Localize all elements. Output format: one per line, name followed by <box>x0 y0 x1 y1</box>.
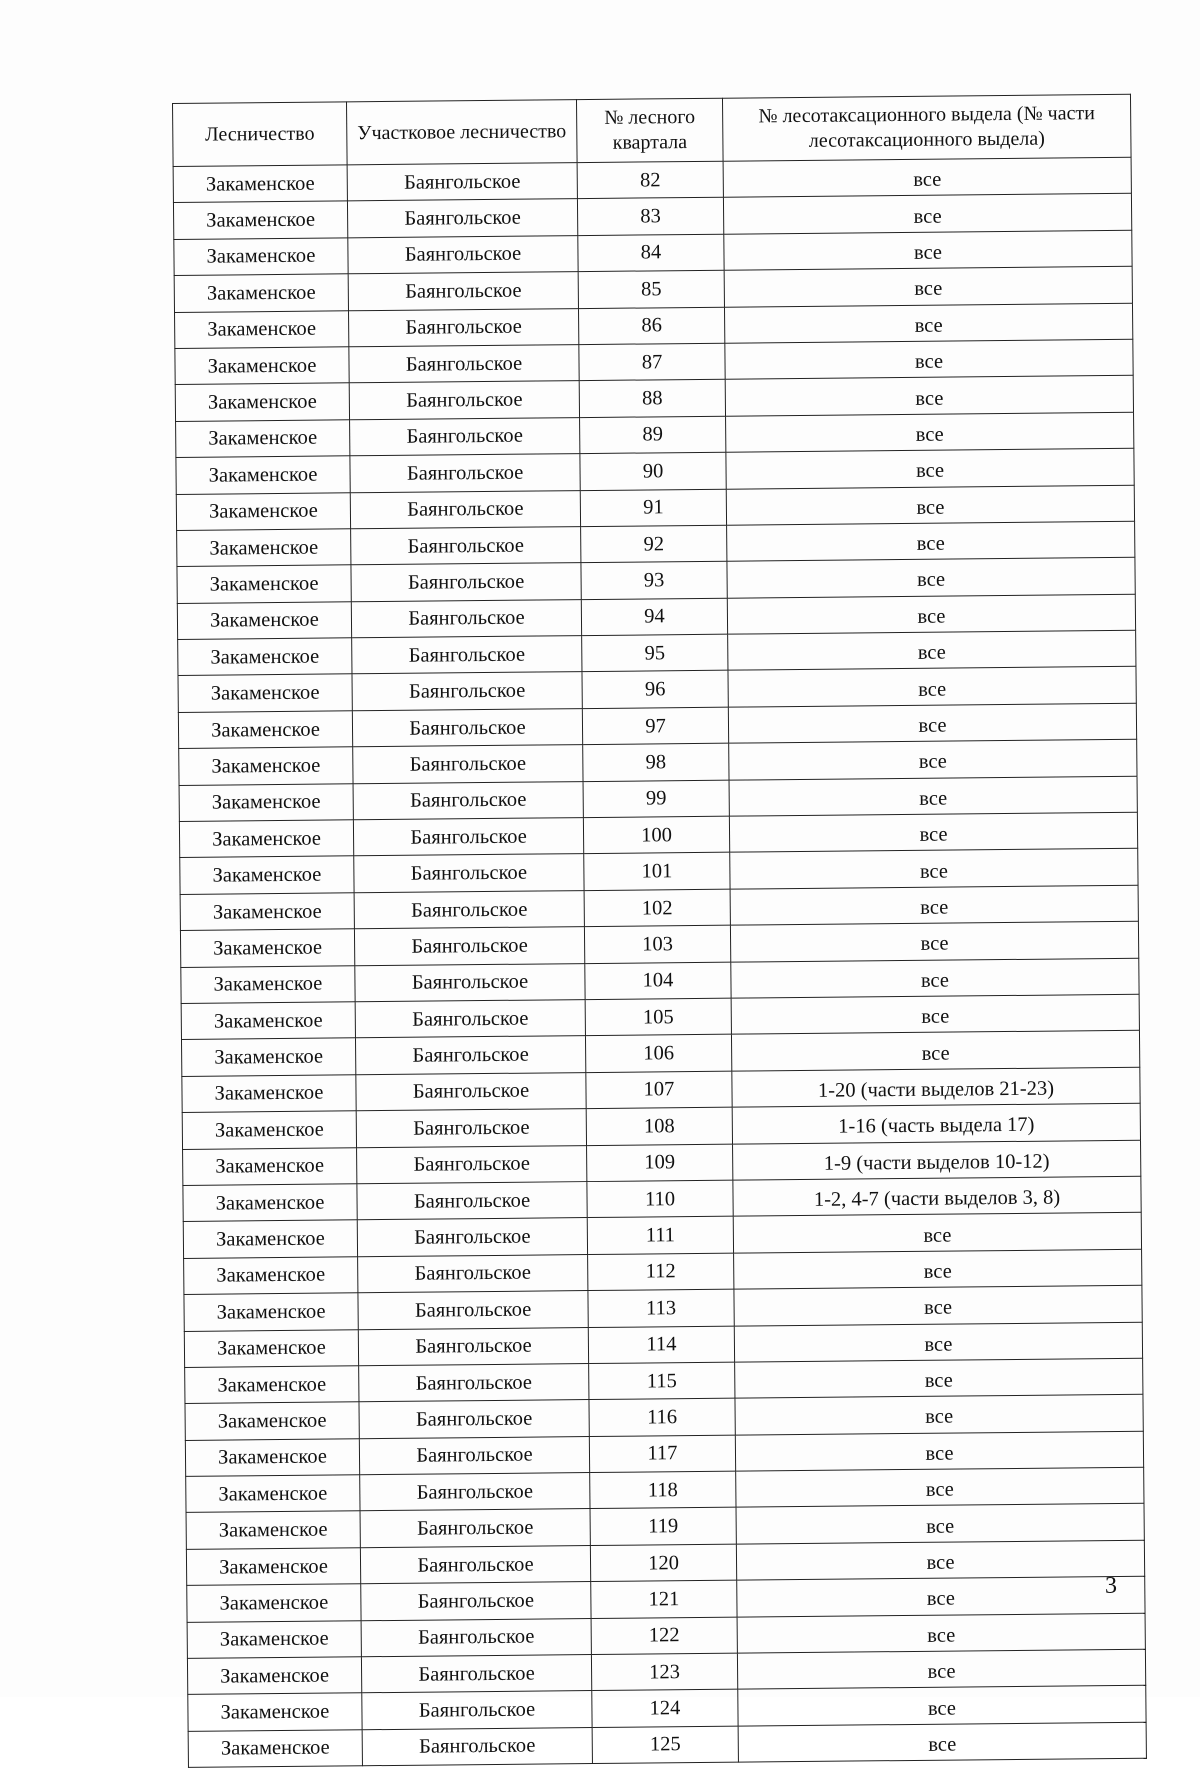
cell-forestry: Закаменское <box>179 820 353 858</box>
cell-forestry: Закаменское <box>174 274 348 312</box>
cell-district-forestry: Баянгольское <box>350 490 580 529</box>
cell-plot-number: все <box>737 1576 1145 1616</box>
cell-forestry: Закаменское <box>188 1730 362 1768</box>
cell-district-forestry: Баянгольское <box>347 163 577 202</box>
cell-forestry: Закаменское <box>185 1402 359 1440</box>
cell-plot-number: 1-2, 4-7 (части выделов 3, 8) <box>733 1176 1141 1216</box>
cell-plot-number: все <box>730 921 1138 961</box>
cell-district-forestry: Баянгольское <box>355 1000 585 1039</box>
cell-district-forestry: Баянгольское <box>359 1436 589 1475</box>
cell-quarter-number: 83 <box>577 198 723 236</box>
cell-plot-number: все <box>723 157 1131 197</box>
cell-district-forestry: Баянгольское <box>350 417 580 456</box>
cell-forestry: Закаменское <box>177 529 351 567</box>
cell-forestry: Закаменское <box>185 1366 359 1404</box>
cell-plot-number: все <box>723 194 1131 234</box>
cell-quarter-number: 112 <box>588 1253 734 1291</box>
cell-quarter-number: 101 <box>584 853 730 891</box>
cell-district-forestry: Баянгольское <box>348 272 578 311</box>
cell-plot-number: все <box>729 776 1137 816</box>
cell-district-forestry: Баянгольское <box>355 1036 585 1075</box>
cell-district-forestry: Баянгольское <box>361 1618 591 1657</box>
cell-district-forestry: Баянгольское <box>347 199 577 238</box>
cell-plot-number: все <box>735 1358 1143 1398</box>
cell-forestry: Закаменское <box>182 1075 356 1113</box>
cell-plot-number: все <box>727 521 1135 561</box>
cell-district-forestry: Баянгольское <box>354 854 584 893</box>
cell-district-forestry: Баянгольское <box>350 454 580 493</box>
cell-plot-number: все <box>731 994 1139 1034</box>
cell-district-forestry: Баянгольское <box>358 1254 588 1293</box>
cell-district-forestry: Баянгольское <box>357 1145 587 1184</box>
cell-forestry: Закаменское <box>176 420 350 458</box>
cell-forestry: Закаменское <box>173 165 347 203</box>
cell-quarter-number: 85 <box>578 270 724 308</box>
cell-plot-number: все <box>726 448 1134 488</box>
cell-forestry: Закаменское <box>178 674 352 712</box>
cell-forestry: Закаменское <box>186 1511 360 1549</box>
cell-district-forestry: Баянгольское <box>351 527 581 566</box>
cell-forestry: Закаменское <box>187 1584 361 1622</box>
cell-quarter-number: 121 <box>591 1580 737 1618</box>
cell-district-forestry: Баянгольское <box>357 1218 587 1257</box>
cell-quarter-number: 87 <box>579 343 725 381</box>
cell-forestry: Закаменское <box>175 383 349 421</box>
cell-district-forestry: Баянгольское <box>354 890 584 929</box>
cell-plot-number: все <box>738 1686 1146 1726</box>
cell-plot-number: все <box>728 667 1136 707</box>
cell-quarter-number: 115 <box>589 1362 735 1400</box>
cell-quarter-number: 95 <box>582 634 728 672</box>
cell-quarter-number: 117 <box>589 1435 735 1473</box>
cell-quarter-number: 96 <box>582 671 728 709</box>
cell-plot-number: 1-20 (части выделов 21-23) <box>732 1067 1140 1107</box>
cell-quarter-number: 84 <box>578 234 724 272</box>
cell-plot-number: все <box>733 1213 1141 1253</box>
cell-quarter-number: 109 <box>587 1144 733 1182</box>
cell-plot-number: все <box>730 849 1138 889</box>
cell-forestry: Закаменское <box>177 601 351 639</box>
cell-plot-number: все <box>731 958 1139 998</box>
cell-plot-number: все <box>735 1431 1143 1471</box>
header-district-forestry: Участковое лесничество <box>346 100 577 165</box>
cell-district-forestry: Баянгольское <box>360 1473 590 1512</box>
cell-forestry: Закаменское <box>174 238 348 276</box>
cell-district-forestry: Баянгольское <box>351 563 581 602</box>
header-quarter-number: № лесного квартала <box>576 98 723 162</box>
cell-quarter-number: 93 <box>581 561 727 599</box>
cell-district-forestry: Баянгольское <box>362 1691 592 1730</box>
table-row <box>188 1722 1146 1768</box>
cell-district-forestry: Баянгольское <box>348 308 578 347</box>
cell-quarter-number: 97 <box>582 707 728 745</box>
cell-plot-number: все <box>728 703 1136 743</box>
cell-quarter-number: 102 <box>584 889 730 927</box>
cell-district-forestry: Баянгольское <box>352 708 582 747</box>
cell-plot-number: все <box>736 1540 1144 1580</box>
table-header <box>173 94 1132 166</box>
cell-quarter-number: 99 <box>583 780 729 818</box>
cell-quarter-number: 122 <box>591 1617 737 1655</box>
cell-plot-number: все <box>729 740 1137 780</box>
cell-plot-number: все <box>727 594 1135 634</box>
cell-forestry: Закаменское <box>179 783 353 821</box>
cell-forestry: Закаменское <box>184 1293 358 1331</box>
cell-plot-number: все <box>724 230 1132 270</box>
header-forestry: Лесничество <box>173 102 348 167</box>
cell-quarter-number: 124 <box>592 1690 738 1728</box>
cell-forestry: Закаменское <box>187 1657 361 1695</box>
cell-forestry: Закаменское <box>178 638 352 676</box>
cell-quarter-number: 86 <box>578 307 724 345</box>
cell-forestry: Закаменское <box>186 1548 360 1586</box>
cell-district-forestry: Баянгольское <box>360 1509 590 1548</box>
cell-forestry: Закаменское <box>186 1475 360 1513</box>
cell-plot-number: все <box>734 1249 1142 1289</box>
cell-quarter-number: 116 <box>589 1398 735 1436</box>
cell-forestry: Закаменское <box>180 856 354 894</box>
cell-forestry: Закаменское <box>185 1438 359 1476</box>
cell-plot-number: все <box>735 1395 1143 1435</box>
cell-district-forestry: Баянгольское <box>354 927 584 966</box>
cell-forestry: Закаменское <box>179 747 353 785</box>
cell-plot-number: все <box>725 376 1133 416</box>
cell-district-forestry: Баянгольское <box>362 1727 592 1766</box>
table-body <box>173 157 1146 1767</box>
cell-quarter-number: 90 <box>580 452 726 490</box>
cell-forestry: Закаменское <box>173 201 347 239</box>
cell-district-forestry: Баянгольское <box>358 1291 588 1330</box>
cell-forestry: Закаменское <box>175 347 349 385</box>
cell-plot-number: 1-9 (части выделов 10-12) <box>733 1140 1141 1180</box>
cell-district-forestry: Баянгольское <box>361 1582 591 1621</box>
cell-forestry: Закаменское <box>183 1147 357 1185</box>
cell-forestry: Закаменское <box>176 456 350 494</box>
cell-quarter-number: 105 <box>585 998 731 1036</box>
cell-plot-number: все <box>726 485 1134 525</box>
cell-quarter-number: 111 <box>587 1216 733 1254</box>
cell-district-forestry: Баянгольское <box>361 1655 591 1694</box>
cell-forestry: Закаменское <box>181 1038 355 1076</box>
cell-district-forestry: Баянгольское <box>353 781 583 820</box>
cell-forestry: Закаменское <box>181 1002 355 1040</box>
cell-plot-number: все <box>726 412 1134 452</box>
cell-plot-number: все <box>730 885 1138 925</box>
cell-quarter-number: 123 <box>591 1653 737 1691</box>
cell-district-forestry: Баянгольское <box>355 963 585 1002</box>
cell-quarter-number: 88 <box>579 380 725 418</box>
cell-quarter-number: 98 <box>583 743 729 781</box>
cell-quarter-number: 106 <box>585 1035 731 1073</box>
header-row <box>173 94 1132 166</box>
cell-forestry: Закаменское <box>187 1620 361 1658</box>
cell-forestry: Закаменское <box>180 893 354 931</box>
cell-plot-number: все <box>736 1504 1144 1544</box>
cell-quarter-number: 107 <box>586 1071 732 1109</box>
cell-quarter-number: 110 <box>587 1180 733 1218</box>
cell-district-forestry: Баянгольское <box>353 818 583 857</box>
cell-forestry: Закаменское <box>184 1256 358 1294</box>
cell-plot-number: все <box>729 812 1137 852</box>
cell-plot-number: все <box>734 1285 1142 1325</box>
cell-plot-number: 1-16 (часть выдела 17) <box>732 1103 1140 1143</box>
cell-district-forestry: Баянгольское <box>349 345 579 384</box>
cell-quarter-number: 118 <box>590 1471 736 1509</box>
cell-forestry: Закаменское <box>182 1111 356 1149</box>
cell-district-forestry: Баянгольское <box>358 1327 588 1366</box>
cell-forestry: Закаменское <box>184 1329 358 1367</box>
cell-district-forestry: Баянгольское <box>352 672 582 711</box>
cell-district-forestry: Баянгольское <box>353 745 583 784</box>
cell-forestry: Закаменское <box>178 711 352 749</box>
cell-quarter-number: 120 <box>590 1544 736 1582</box>
page-number: 3 <box>1105 1573 1117 1599</box>
header-plot-number: № лесотаксационного выдела (№ части лесотаксационного выдела) <box>722 94 1131 161</box>
cell-district-forestry: Баянгольское <box>348 235 578 274</box>
forest-quarters-table <box>172 94 1147 1768</box>
cell-quarter-number: 91 <box>580 489 726 527</box>
cell-district-forestry: Баянгольское <box>360 1545 590 1584</box>
cell-district-forestry: Баянгольское <box>351 599 581 638</box>
cell-quarter-number: 108 <box>586 1107 732 1145</box>
cell-plot-number: все <box>724 266 1132 306</box>
cell-quarter-number: 82 <box>577 161 723 199</box>
cell-quarter-number: 103 <box>584 925 730 963</box>
cell-quarter-number: 89 <box>580 416 726 454</box>
cell-district-forestry: Баянгольское <box>356 1072 586 1111</box>
cell-district-forestry: Баянгольское <box>352 636 582 675</box>
cell-plot-number: все <box>738 1722 1146 1762</box>
cell-plot-number: все <box>727 558 1135 598</box>
cell-quarter-number: 94 <box>581 598 727 636</box>
cell-quarter-number: 92 <box>581 525 727 563</box>
cell-plot-number: все <box>731 1031 1139 1071</box>
cell-forestry: Закаменское <box>181 965 355 1003</box>
cell-quarter-number: 119 <box>590 1508 736 1546</box>
cell-forestry: Закаменское <box>175 310 349 348</box>
cell-plot-number: все <box>724 303 1132 343</box>
cell-quarter-number: 125 <box>592 1726 738 1764</box>
cell-plot-number: все <box>736 1467 1144 1507</box>
cell-forestry: Закаменское <box>183 1184 357 1222</box>
cell-plot-number: все <box>737 1649 1145 1689</box>
cell-quarter-number: 100 <box>583 816 729 854</box>
cell-plot-number: все <box>725 339 1133 379</box>
cell-district-forestry: Баянгольское <box>357 1182 587 1221</box>
cell-forestry: Закаменское <box>183 1220 357 1258</box>
cell-quarter-number: 113 <box>588 1289 734 1327</box>
cell-plot-number: все <box>737 1613 1145 1653</box>
cell-forestry: Закаменское <box>176 492 350 530</box>
cell-plot-number: все <box>728 630 1136 670</box>
forest-quarters-table-wrapper <box>172 94 1146 1768</box>
cell-plot-number: все <box>734 1322 1142 1362</box>
cell-district-forestry: Баянгольское <box>356 1109 586 1148</box>
cell-forestry: Закаменское <box>177 565 351 603</box>
cell-district-forestry: Баянгольское <box>349 381 579 420</box>
cell-forestry: Закаменское <box>188 1693 362 1731</box>
cell-forestry: Закаменское <box>180 929 354 967</box>
cell-district-forestry: Баянгольское <box>359 1400 589 1439</box>
cell-quarter-number: 114 <box>588 1326 734 1364</box>
cell-quarter-number: 104 <box>585 962 731 1000</box>
cell-district-forestry: Баянгольское <box>359 1363 589 1402</box>
